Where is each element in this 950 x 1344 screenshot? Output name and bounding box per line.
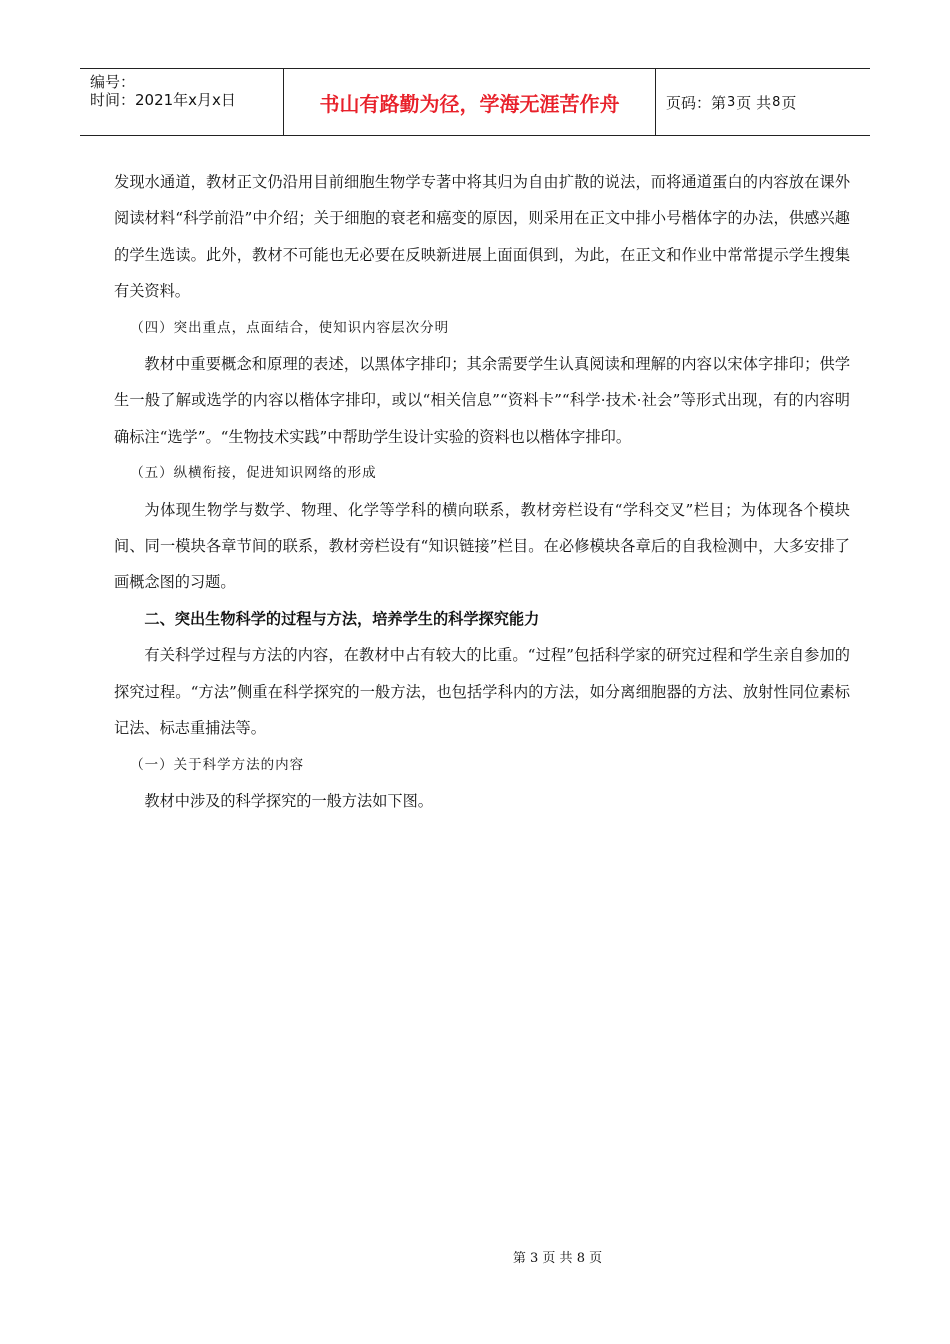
subheading: （五）纵横衔接，促进知识网络的形成: [130, 465, 377, 482]
section-heading: 二、突出生物科学的过程与方法，培养学生的科学探究能力: [144, 609, 540, 628]
page-prefix: 页码：第: [666, 93, 727, 112]
document-body: [114, 164, 850, 819]
date-label: 时间：2021年x月x日: [90, 91, 236, 109]
header-meta: [80, 69, 283, 135]
page-current: 3: [727, 94, 736, 110]
subheading: （一）关于科学方法的内容: [130, 756, 305, 773]
paragraph: 有关科学过程与方法的内容，在教材中占有较大的比重。“过程”包括科学家的研究过程和学生亲自参加的探究过程。“方法”侧重在科学探究的一般方法，也包括学科内的方法，如分离细胞器的方法、放射性同位素标记法、标志重捕法等。: [114, 646, 850, 738]
page-footer: 第 3 页 共 8 页: [512, 1251, 603, 1266]
page-total: 8: [772, 94, 781, 110]
paragraph: 教材中涉及的科学探究的一般方法如下图。: [144, 791, 433, 810]
header-motto: 书山有路勤为径，学海无涯苦作舟: [319, 91, 620, 116]
paragraph: 为体现生物学与数学、物理、化学等学科的横向联系，教材旁栏设有“学科交叉”栏目；为体现各个模块间、同一模块各章节间的联系，教材旁栏设有“知识链接”栏目。在必修模块各章后的自我检测中，大多安排了画概念图的习题。: [114, 500, 850, 592]
page-suffix: 页: [781, 93, 797, 112]
page-header: [80, 68, 870, 136]
header-page-number: [656, 69, 870, 135]
subheading: （四）突出重点，点面结合，使知识内容层次分明: [130, 319, 450, 336]
paragraph: 发现水通道，教材正文仍沿用目前细胞生物学专著中将其归为自由扩散的说法，而将通道蛋白的内容放在课外阅读材料“科学前沿”中介绍；关于细胞的衰老和癌变的原因，则采用在正文中排小号楷体字的办法，供感兴趣的学生选读。此外，教材不可能也无必要在反映新进展上面面俱到，为此，在正文和作业中常常提示学生搜集有关资料。: [114, 173, 850, 301]
paragraph: 教材中重要概念和原理的表述，以黑体字排印；其余需要学生认真阅读和理解的内容以宋体字排印；供学生一般了解或选学的内容以楷体字排印，或以“相关信息”“资料卡”“科学·技术·社会”等形式出现，有的内容明确标注“选学”。“生物技术实践”中帮助学生设计实验的资料也以楷体字排印。: [114, 355, 850, 446]
header-motto-cell: [283, 69, 656, 135]
serial-number-label: 编号：: [90, 73, 136, 91]
page-mid: 页 共: [736, 93, 772, 112]
